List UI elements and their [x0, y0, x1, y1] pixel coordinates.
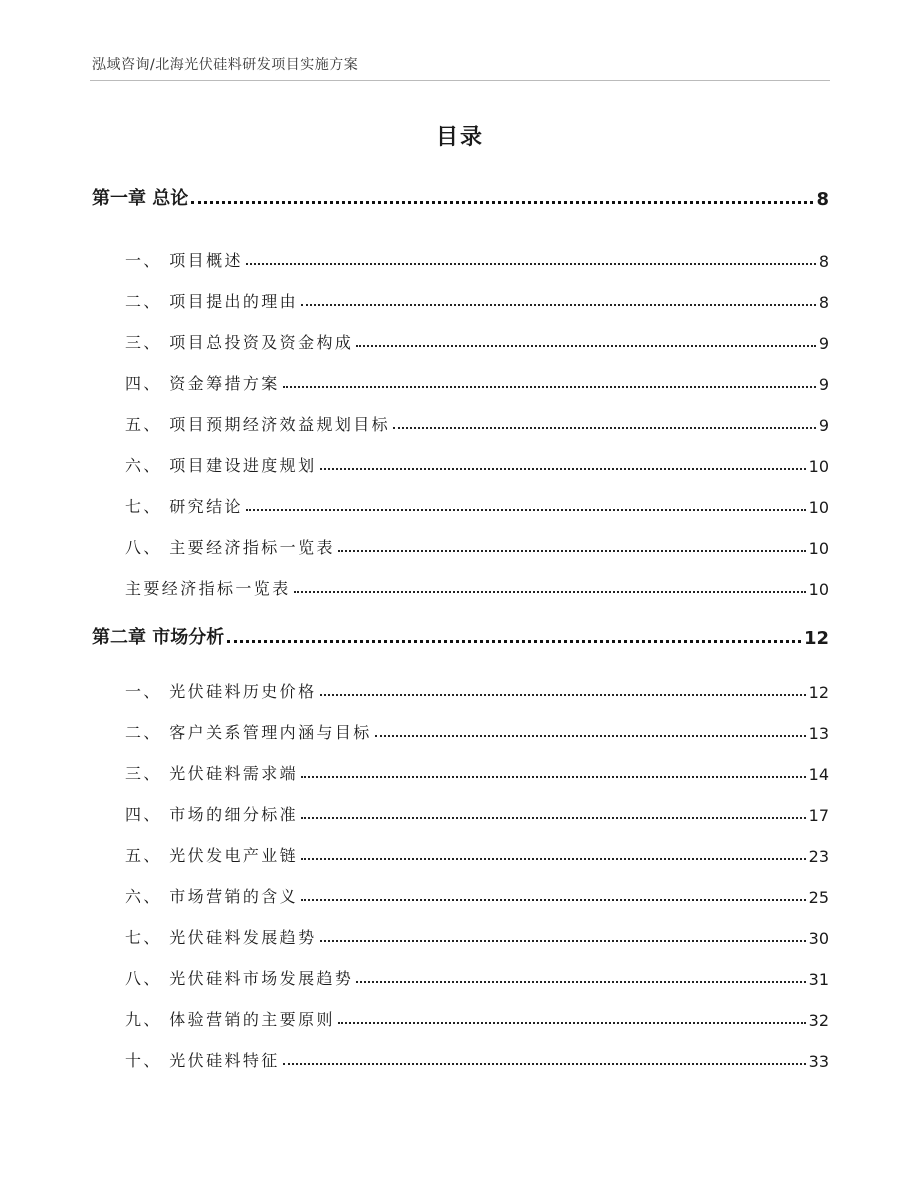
toc-entry-page: 33: [808, 1052, 829, 1071]
toc-entry-label: 一、 光伏硅料历史价格: [125, 682, 317, 701]
toc-entry-section[interactable]: [92, 327, 829, 353]
toc-entry-label: 六、 项目建设进度规划: [125, 456, 317, 475]
toc-entry-label: 十、 光伏硅料特征: [125, 1051, 280, 1070]
toc-entry-section[interactable]: [92, 450, 829, 476]
dot-leader: [320, 468, 806, 470]
toc-entry-chapter-1[interactable]: [92, 184, 829, 210]
toc-entry-label: 八、 光伏硅料市场发展趋势: [125, 969, 354, 988]
toc-entry-section[interactable]: [92, 881, 829, 907]
toc-entry-label: 三、 光伏硅料需求端: [125, 764, 299, 783]
toc-entry-section[interactable]: [92, 368, 829, 394]
toc-entry-page: 13: [808, 724, 829, 743]
toc-entry-page: 23: [808, 847, 829, 866]
toc-entry-page: 30: [808, 929, 829, 948]
dot-leader: [191, 201, 813, 204]
toc-entry-page: 10: [808, 498, 829, 517]
dot-leader: [227, 640, 801, 643]
toc-entry-label: 八、 主要经济指标一览表: [125, 538, 335, 557]
toc-entry-page: 9: [818, 416, 829, 435]
toc-entry-section[interactable]: [92, 1045, 829, 1071]
toc-entry-label: 第一章 总论: [92, 188, 189, 209]
toc-entry-page: 8: [818, 293, 829, 312]
toc-entry-label: 五、 光伏发电产业链: [125, 846, 299, 865]
toc-entry-section[interactable]: [92, 245, 829, 271]
toc-entry-page: 10: [808, 539, 829, 558]
toc-entry-label: 四、 资金筹措方案: [125, 374, 280, 393]
toc-entry-section[interactable]: [92, 922, 829, 948]
dot-leader: [338, 1022, 806, 1024]
dot-leader: [301, 304, 816, 306]
toc-entry-section[interactable]: [92, 799, 829, 825]
toc-entry-page: 9: [818, 375, 829, 394]
toc-entry-label: 九、 体验营销的主要原则: [125, 1010, 335, 1029]
toc-entry-section[interactable]: [92, 840, 829, 866]
dot-leader: [356, 981, 805, 983]
toc-entry-page: 14: [808, 765, 829, 784]
toc-entry-page: 12: [808, 683, 829, 702]
dot-leader: [338, 550, 806, 552]
toc-entry-label: 二、 项目提出的理由: [125, 292, 299, 311]
document-header: 泓域咨询/北海光伏硅料研发项目实施方案: [92, 57, 359, 73]
dot-leader: [283, 386, 816, 388]
toc-entry-label: 二、 客户关系管理内涵与目标: [125, 723, 372, 742]
dot-leader: [301, 817, 806, 819]
dot-leader: [301, 858, 806, 860]
dot-leader: [320, 694, 806, 696]
toc-entry-section[interactable]: [92, 963, 829, 989]
dot-leader: [301, 899, 806, 901]
toc-entry-section[interactable]: [92, 717, 829, 743]
toc-entry-page: 12: [803, 628, 829, 649]
toc-entry-label: 四、 市场的细分标准: [125, 805, 299, 824]
toc-entry-section[interactable]: [92, 532, 829, 558]
dot-leader: [246, 509, 806, 511]
toc-entry-section[interactable]: [92, 758, 829, 784]
toc-entry-section[interactable]: [92, 409, 829, 435]
toc-entry-page: 9: [818, 334, 829, 353]
dot-leader: [320, 940, 806, 942]
toc-entry-page: 8: [818, 252, 829, 271]
toc-entry-label: 一、 项目概述: [125, 251, 243, 270]
dot-leader: [246, 263, 816, 265]
toc-entry-section[interactable]: [92, 573, 829, 599]
toc-entry-label: 主要经济指标一览表: [125, 579, 291, 598]
dot-leader: [301, 776, 806, 778]
toc-entry-section[interactable]: [92, 491, 829, 517]
toc-entry-page: 8: [816, 189, 829, 210]
toc-entry-label: 第二章 市场分析: [92, 627, 225, 648]
dot-leader: [393, 427, 816, 429]
toc-entry-label: 七、 光伏硅料发展趋势: [125, 928, 317, 947]
toc-entry-page: 17: [808, 806, 829, 825]
toc-entry-label: 七、 研究结论: [125, 497, 243, 516]
dot-leader: [283, 1063, 806, 1065]
toc-entry-section[interactable]: [92, 286, 829, 312]
toc-title: 目录: [435, 125, 484, 150]
toc-entry-label: 六、 市场营销的含义: [125, 887, 299, 906]
dot-leader: [294, 591, 806, 593]
toc-entry-chapter-2[interactable]: [92, 623, 829, 649]
toc-entry-label: 五、 项目预期经济效益规划目标: [125, 415, 391, 434]
header-divider: [90, 80, 830, 81]
dot-leader: [356, 345, 816, 347]
toc-entry-label: 三、 项目总投资及资金构成: [125, 333, 354, 352]
dot-leader: [375, 735, 806, 737]
toc-entry-page: 32: [808, 1011, 829, 1030]
toc-entry-page: 31: [808, 970, 829, 989]
toc-entry-page: 10: [808, 580, 829, 599]
toc-entry-page: 10: [808, 457, 829, 476]
toc-entry-section[interactable]: [92, 676, 829, 702]
toc-entry-page: 25: [808, 888, 829, 907]
toc-entry-section[interactable]: [92, 1004, 829, 1030]
